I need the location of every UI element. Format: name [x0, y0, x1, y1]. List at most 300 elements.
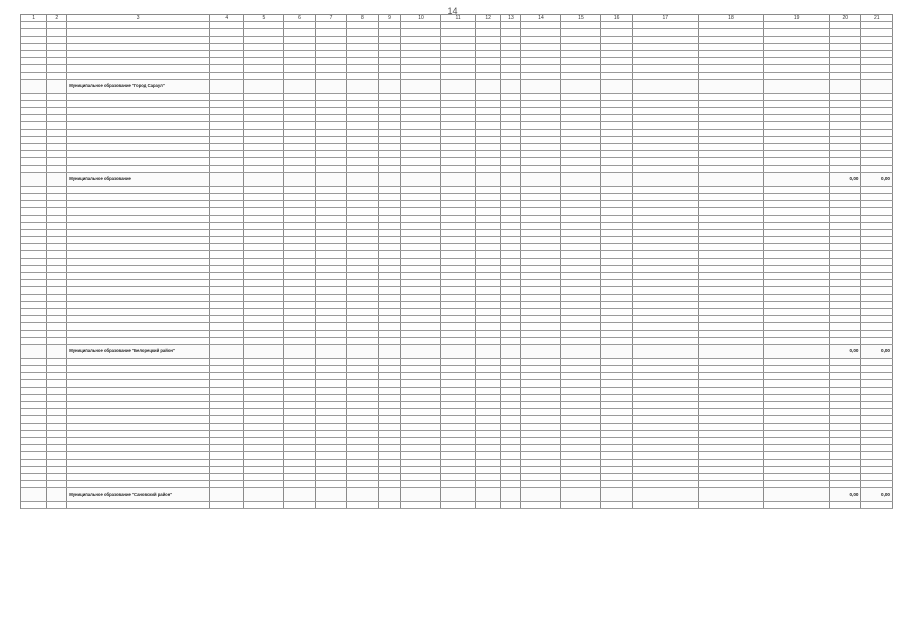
table-cell [521, 251, 561, 258]
table-cell [210, 366, 244, 373]
table-cell [244, 502, 284, 509]
table-cell [21, 502, 47, 509]
table-cell [210, 222, 244, 229]
table-cell [632, 358, 698, 365]
table-cell [401, 100, 441, 107]
table-cell [698, 452, 764, 459]
table-cell [521, 265, 561, 272]
table-cell [764, 158, 830, 165]
table-cell [521, 330, 561, 337]
table-cell [47, 416, 67, 423]
table-row [21, 301, 893, 308]
table-cell [244, 208, 284, 215]
table-cell [764, 466, 830, 473]
table-cell [441, 437, 475, 444]
table-cell [244, 301, 284, 308]
table-cell [21, 58, 47, 65]
table-cell [284, 208, 315, 215]
table-cell [347, 36, 378, 43]
table-cell [632, 129, 698, 136]
table-cell [441, 481, 475, 488]
table-cell [601, 430, 632, 437]
table-cell [521, 108, 561, 115]
table-cell [861, 452, 893, 459]
table-cell [441, 323, 475, 330]
table-cell [47, 93, 67, 100]
table-cell [401, 251, 441, 258]
table-cell [315, 22, 346, 29]
table-cell [67, 129, 210, 136]
table-cell [698, 72, 764, 79]
group-cell [210, 488, 244, 502]
table-cell [441, 301, 475, 308]
table-cell [475, 129, 501, 136]
table-cell [378, 394, 401, 401]
table-row [21, 287, 893, 294]
table-row [21, 445, 893, 452]
table-cell [501, 473, 521, 480]
table-cell [210, 229, 244, 236]
table-cell [601, 93, 632, 100]
table-cell [67, 265, 210, 272]
table-row [21, 308, 893, 315]
table-cell [378, 22, 401, 29]
table-cell [284, 416, 315, 423]
table-cell [401, 208, 441, 215]
table-cell [475, 409, 501, 416]
table-cell [632, 122, 698, 129]
table-cell [210, 481, 244, 488]
group-cell [347, 488, 378, 502]
table-cell [47, 330, 67, 337]
table-cell [284, 43, 315, 50]
table-cell [378, 387, 401, 394]
table-cell [561, 358, 601, 365]
table-cell [284, 222, 315, 229]
table-cell [632, 251, 698, 258]
table-cell [315, 165, 346, 172]
table-cell [830, 186, 861, 193]
table-row [21, 294, 893, 301]
table-cell [830, 129, 861, 136]
table-cell [830, 165, 861, 172]
table-cell [210, 452, 244, 459]
table-cell [698, 273, 764, 280]
table-cell [47, 437, 67, 444]
table-cell [315, 122, 346, 129]
table-cell [632, 394, 698, 401]
table-cell [861, 280, 893, 287]
table-row [21, 502, 893, 509]
table-cell [561, 100, 601, 107]
table-cell [401, 122, 441, 129]
table-cell [830, 144, 861, 151]
table-cell [244, 445, 284, 452]
table-cell [67, 280, 210, 287]
table-cell [210, 93, 244, 100]
table-cell [347, 366, 378, 373]
table-cell [67, 208, 210, 215]
table-cell [210, 65, 244, 72]
table-cell [475, 287, 501, 294]
table-cell [632, 287, 698, 294]
table-cell [475, 316, 501, 323]
table-cell [601, 244, 632, 251]
table-cell [67, 22, 210, 29]
table-cell [861, 430, 893, 437]
table-cell [401, 165, 441, 172]
table-cell [21, 430, 47, 437]
table-cell [441, 122, 475, 129]
table-cell [67, 416, 210, 423]
table-cell [764, 373, 830, 380]
table-cell [67, 36, 210, 43]
table-cell [315, 330, 346, 337]
table-row [21, 43, 893, 50]
table-cell [521, 215, 561, 222]
table-cell [861, 337, 893, 344]
table-cell [21, 316, 47, 323]
table-cell [47, 452, 67, 459]
table-cell [210, 201, 244, 208]
table-cell [67, 380, 210, 387]
table-cell [378, 452, 401, 459]
table-cell [601, 186, 632, 193]
table-cell [521, 459, 561, 466]
table-cell [210, 50, 244, 57]
table-cell [521, 308, 561, 315]
table-cell [561, 473, 601, 480]
table-cell [764, 473, 830, 480]
table-cell [501, 50, 521, 57]
table-cell [632, 237, 698, 244]
table-cell [501, 222, 521, 229]
table-row [21, 129, 893, 136]
table-row [21, 459, 893, 466]
table-cell [347, 50, 378, 57]
table-cell [764, 136, 830, 143]
table-cell [401, 265, 441, 272]
table-cell [601, 136, 632, 143]
table-cell [764, 287, 830, 294]
table-cell [632, 402, 698, 409]
table-cell [764, 265, 830, 272]
table-cell [521, 58, 561, 65]
table-cell [830, 22, 861, 29]
table-cell [764, 244, 830, 251]
table-cell [475, 144, 501, 151]
table-cell [501, 423, 521, 430]
table-cell [764, 502, 830, 509]
table-cell [284, 402, 315, 409]
table-cell [501, 445, 521, 452]
table-cell [47, 165, 67, 172]
table-cell [501, 258, 521, 265]
column-number-2: 2 [47, 15, 67, 22]
table-cell [347, 222, 378, 229]
table-cell [475, 186, 501, 193]
table-cell [601, 337, 632, 344]
table-cell [315, 430, 346, 437]
table-cell [698, 115, 764, 122]
table-cell [698, 502, 764, 509]
table-cell [47, 36, 67, 43]
table-cell [601, 237, 632, 244]
table-cell [441, 409, 475, 416]
table-cell [347, 22, 378, 29]
table-cell [561, 416, 601, 423]
table-cell [501, 122, 521, 129]
table-cell [210, 502, 244, 509]
table-cell [378, 108, 401, 115]
table-cell [601, 358, 632, 365]
table-cell [378, 430, 401, 437]
table-cell [475, 330, 501, 337]
table-cell [698, 459, 764, 466]
group-cell [21, 172, 47, 186]
table-cell [861, 129, 893, 136]
group-cell: 0,00 [830, 172, 861, 186]
table-cell [21, 373, 47, 380]
table-cell [315, 144, 346, 151]
table-cell [441, 229, 475, 236]
table-cell [284, 273, 315, 280]
table-cell [401, 193, 441, 200]
table-cell [601, 387, 632, 394]
table-cell [67, 452, 210, 459]
table-cell [698, 65, 764, 72]
group-cell [698, 344, 764, 358]
table-cell [601, 222, 632, 229]
table-cell [764, 258, 830, 265]
table-cell [861, 208, 893, 215]
table-cell [21, 323, 47, 330]
table-row [21, 430, 893, 437]
table-cell [601, 50, 632, 57]
table-cell [210, 330, 244, 337]
table-row [21, 481, 893, 488]
table-cell [401, 237, 441, 244]
table-cell [698, 244, 764, 251]
table-cell [830, 459, 861, 466]
table-cell [764, 237, 830, 244]
table-cell [21, 358, 47, 365]
table-cell [632, 144, 698, 151]
table-cell [441, 215, 475, 222]
table-cell [47, 481, 67, 488]
table-cell [67, 316, 210, 323]
table-cell [501, 165, 521, 172]
table-cell [441, 100, 475, 107]
table-cell [244, 36, 284, 43]
table-row [21, 58, 893, 65]
table-cell [47, 445, 67, 452]
table-cell [67, 93, 210, 100]
table-cell [67, 29, 210, 36]
table-cell [401, 158, 441, 165]
table-cell [210, 158, 244, 165]
table-cell [441, 308, 475, 315]
table-cell [378, 437, 401, 444]
table-cell [475, 29, 501, 36]
table-cell [764, 330, 830, 337]
column-number-12: 12 [475, 15, 501, 22]
table-cell [521, 43, 561, 50]
table-cell [521, 258, 561, 265]
table-cell [830, 330, 861, 337]
column-number-18: 18 [698, 15, 764, 22]
table-cell [284, 129, 315, 136]
table-cell [284, 144, 315, 151]
table-cell [210, 43, 244, 50]
table-cell [401, 459, 441, 466]
table-row [21, 330, 893, 337]
table-cell [521, 366, 561, 373]
table-cell [315, 481, 346, 488]
table-cell [401, 258, 441, 265]
table-cell [521, 481, 561, 488]
table-cell [475, 452, 501, 459]
table-cell [521, 193, 561, 200]
table-cell [698, 251, 764, 258]
group-cell [830, 79, 861, 93]
table-cell [764, 43, 830, 50]
table-cell [210, 423, 244, 430]
table-cell [501, 437, 521, 444]
column-number-3: 3 [67, 15, 210, 22]
table-cell [315, 323, 346, 330]
table-cell [501, 301, 521, 308]
table-cell [632, 100, 698, 107]
table-cell [830, 373, 861, 380]
table-cell [861, 258, 893, 265]
table-cell [521, 50, 561, 57]
table-cell [401, 337, 441, 344]
table-cell [441, 265, 475, 272]
table-cell [315, 380, 346, 387]
table-cell [501, 108, 521, 115]
table-cell [861, 58, 893, 65]
table-cell [47, 244, 67, 251]
table-cell [67, 308, 210, 315]
group-cell [284, 488, 315, 502]
table-cell [861, 29, 893, 36]
table-cell [401, 144, 441, 151]
table-cell [764, 308, 830, 315]
table-cell [47, 358, 67, 365]
table-cell [378, 165, 401, 172]
table-cell [632, 316, 698, 323]
table-cell [47, 237, 67, 244]
table-cell [315, 237, 346, 244]
table-cell [501, 394, 521, 401]
table-cell [475, 294, 501, 301]
table-cell [67, 222, 210, 229]
table-cell [401, 316, 441, 323]
table-cell [210, 151, 244, 158]
table-cell [47, 108, 67, 115]
table-cell [347, 416, 378, 423]
table-cell [698, 394, 764, 401]
table-cell [47, 265, 67, 272]
table-cell [347, 316, 378, 323]
table-cell [401, 380, 441, 387]
group-cell [764, 344, 830, 358]
table-cell [501, 380, 521, 387]
table-cell [561, 36, 601, 43]
table-row [21, 93, 893, 100]
table-cell [21, 165, 47, 172]
table-cell [861, 100, 893, 107]
table-row [21, 136, 893, 143]
table-cell [501, 280, 521, 287]
table-cell [521, 316, 561, 323]
table-cell [764, 50, 830, 57]
table-cell [315, 201, 346, 208]
table-cell [475, 273, 501, 280]
table-cell [210, 301, 244, 308]
table-cell [501, 316, 521, 323]
table-cell [378, 445, 401, 452]
table-cell [347, 251, 378, 258]
table-cell [601, 158, 632, 165]
table-cell [632, 215, 698, 222]
table-cell [475, 380, 501, 387]
table-cell [284, 280, 315, 287]
column-number-5: 5 [244, 15, 284, 22]
table-cell [861, 273, 893, 280]
table-cell [521, 36, 561, 43]
table-cell [698, 481, 764, 488]
table-cell [698, 193, 764, 200]
table-cell [475, 229, 501, 236]
table-cell [401, 409, 441, 416]
table-cell [632, 430, 698, 437]
table-cell [401, 136, 441, 143]
table-cell [67, 466, 210, 473]
table-cell [67, 72, 210, 79]
group-cell [698, 79, 764, 93]
table-cell [561, 466, 601, 473]
table-cell [378, 136, 401, 143]
table-cell [632, 72, 698, 79]
table-cell [441, 337, 475, 344]
table-cell [21, 301, 47, 308]
table-cell [21, 380, 47, 387]
table-cell [501, 459, 521, 466]
table-cell [601, 330, 632, 337]
table-cell [67, 437, 210, 444]
table-row [21, 466, 893, 473]
table-cell [21, 308, 47, 315]
table-cell [441, 316, 475, 323]
table-cell [861, 222, 893, 229]
table-cell [632, 380, 698, 387]
table-cell [347, 459, 378, 466]
table-cell [601, 416, 632, 423]
table-cell [347, 193, 378, 200]
table-cell [521, 387, 561, 394]
table-cell [244, 387, 284, 394]
table-cell [47, 122, 67, 129]
group-cell [632, 488, 698, 502]
table-cell [475, 373, 501, 380]
table-cell [501, 72, 521, 79]
table-cell [521, 29, 561, 36]
table-cell [315, 308, 346, 315]
table-cell [401, 151, 441, 158]
table-cell [698, 437, 764, 444]
